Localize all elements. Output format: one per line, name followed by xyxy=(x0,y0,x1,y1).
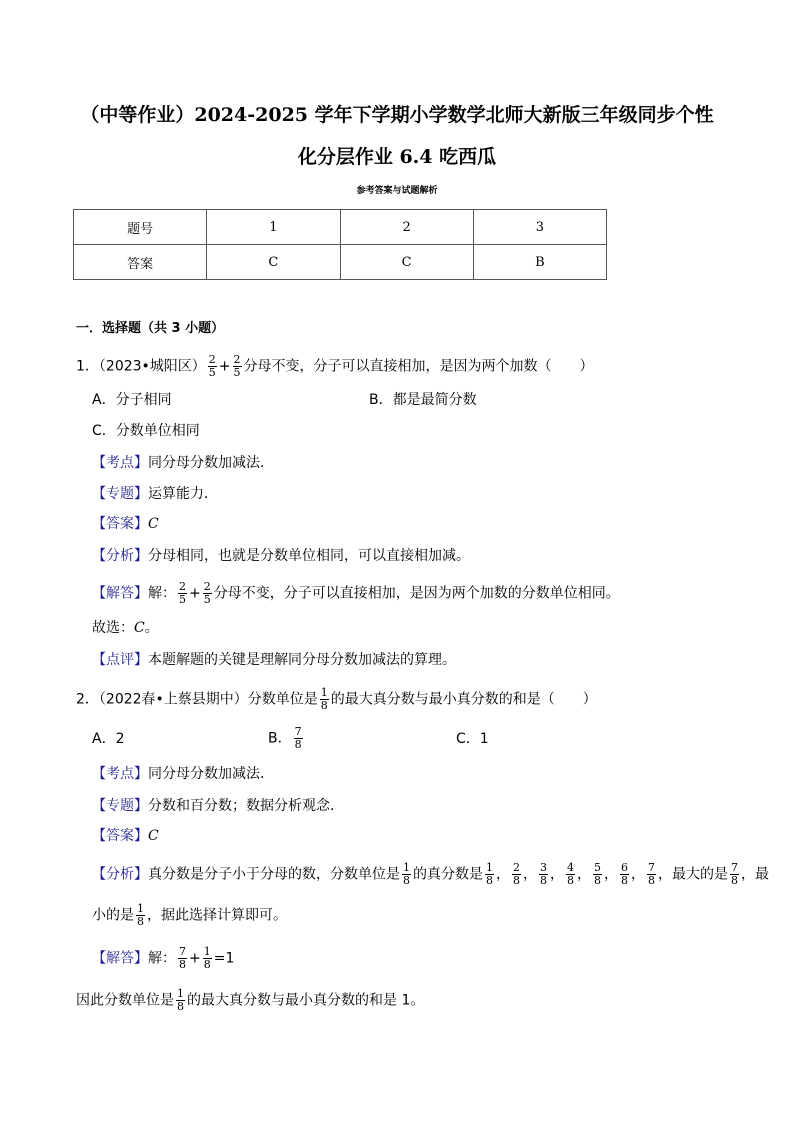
table-cell-answer: C xyxy=(207,245,340,280)
fraction: $\frac{2}{5}$ xyxy=(179,580,186,606)
fraction: $\frac{3}{8}$ xyxy=(540,861,547,887)
table-cell-number: 3 xyxy=(473,210,606,245)
question-1-kaodian: 【考点】同分母分数加减法． xyxy=(92,455,274,471)
fraction: $\frac{1}{8}$ xyxy=(203,945,211,971)
answer-table xyxy=(73,209,607,280)
question-2-option-b: B． $\frac{7}{8}$ xyxy=(268,725,302,751)
question-2-conclusion: 因此分数单位是 $\frac{1}{8}$ 的最大真分数与最小真分数的和是 1。 xyxy=(76,987,425,1013)
question-2-kaodian: 【考点】同分母分数加减法． xyxy=(92,766,274,782)
document-title-line-1: （中等作业）2024-2025 学年下学期小学数学北师大新版三年级同步个性 xyxy=(80,104,714,126)
question-1-answer: 【答案】C xyxy=(92,516,159,532)
fraction: $\frac{1}{8}$ xyxy=(486,861,493,887)
fraction: $\frac{2}{5}$ xyxy=(233,353,241,379)
question-1-prefix: 1．（2023•城阳区） xyxy=(76,358,206,375)
question-1-fenxi: 【分析】分母相同，也就是分数单位相同，可以直接相加减。 xyxy=(92,548,470,564)
fraction: $\frac{7}{8}$ xyxy=(179,945,186,971)
question-1-jieda: 【解答】解： $\frac{2}{5}$ + $\frac{2}{5}$ 分母不变，分子可以直接相加，是因为两个加数的分数单位相同。 xyxy=(92,580,620,606)
document-subtitle: 参考答案与试题解析 xyxy=(356,186,438,196)
question-2-option-c: C．1 xyxy=(456,731,489,747)
fraction: $\frac{7}{8}$ xyxy=(731,861,738,887)
fraction: $\frac{1}{8}$ xyxy=(403,861,410,887)
table-header-number: 题号 xyxy=(74,210,207,245)
fraction: $\frac{2}{8}$ xyxy=(513,861,520,887)
question-2-jieda: 【解答】解： $\frac{7}{8}$ + $\frac{1}{8}$ =1 xyxy=(92,945,235,971)
question-1-option-a: A．分子相同 xyxy=(92,392,172,408)
answer-table-row-answers xyxy=(74,245,607,280)
answer-table-row-numbers xyxy=(74,210,607,245)
question-1-option-b: B．都是最简分数 xyxy=(369,392,477,408)
fraction: $\frac{2}{5}$ xyxy=(208,353,216,379)
table-cell-answer: C xyxy=(340,245,473,280)
question-1-dianping: 【点评】本题解题的关键是理解同分母分数加减法的算理。 xyxy=(92,652,456,668)
section-title: 一．选择题（共 3 小题） xyxy=(76,321,225,336)
question-1-guxuan: 故选：C。 xyxy=(92,620,159,636)
question-1-stem-text: 分母不变，分子可以直接相加，是因为两个加数（ ） xyxy=(243,358,594,375)
question-2-fenxi-line-2: 小的是 $\frac{1}{8}$ ，据此选择计算即可。 xyxy=(92,902,287,928)
fraction: $\frac{1}{8}$ xyxy=(137,902,144,928)
document-title-line-2: 化分层作业 6.4 吃西瓜 xyxy=(297,146,497,168)
fraction: $\frac{7}{8}$ xyxy=(294,725,302,751)
question-2-option-a: A．2 xyxy=(92,731,125,747)
question-2-zhuanti: 【专题】分数和百分数；数据分析观念． xyxy=(92,798,344,814)
fraction: $\frac{4}{8}$ xyxy=(567,861,574,887)
question-1-zhuanti: 【专题】运算能力． xyxy=(92,486,218,502)
question-1-stem: 1．（2023•城阳区） $\frac{2}{5}$ + $\frac{2}{5}$ 分母不变，分子可以直接相加，是因为两个加数（ ） xyxy=(76,353,594,379)
question-2-stem: 2．（2022春•上蔡县期中）分数单位是 $\frac{1}{8}$ 的最大真分数与最小真分数的和是（ ） xyxy=(76,686,597,712)
question-2-answer: 【答案】C xyxy=(92,828,159,844)
table-cell-answer: B xyxy=(473,245,606,280)
fraction: $\frac{1}{8}$ xyxy=(177,987,184,1013)
table-cell-number: 2 xyxy=(340,210,473,245)
table-header-answer: 答案 xyxy=(74,245,207,280)
table-cell-number: 1 xyxy=(207,210,340,245)
question-2-fenxi-line-1: 【分析】真分数是分子小于分母的数，分数单位是 $\frac{1}{8}$ 的真分数是 $\frac{1}{8}$ ， $\frac{2}{8}$ ， $\frac{3}{8}$ ， $\frac{4}{8}$ ， $\frac{5}{8}$ ， $\frac{6}{8}$ ， $\frac{7}{8}$ ，最大的是 $\frac{7}{8}$ ，最 xyxy=(92,861,769,887)
fraction: $\frac{5}{8}$ xyxy=(594,861,601,887)
fraction: $\frac{2}{5}$ xyxy=(203,580,211,606)
fraction: $\frac{7}{8}$ xyxy=(648,861,655,887)
fraction: $\frac{1}{8}$ xyxy=(320,686,328,712)
fraction: $\frac{6}{8}$ xyxy=(621,861,628,887)
question-1-option-c: C．分数单位相同 xyxy=(92,423,200,439)
